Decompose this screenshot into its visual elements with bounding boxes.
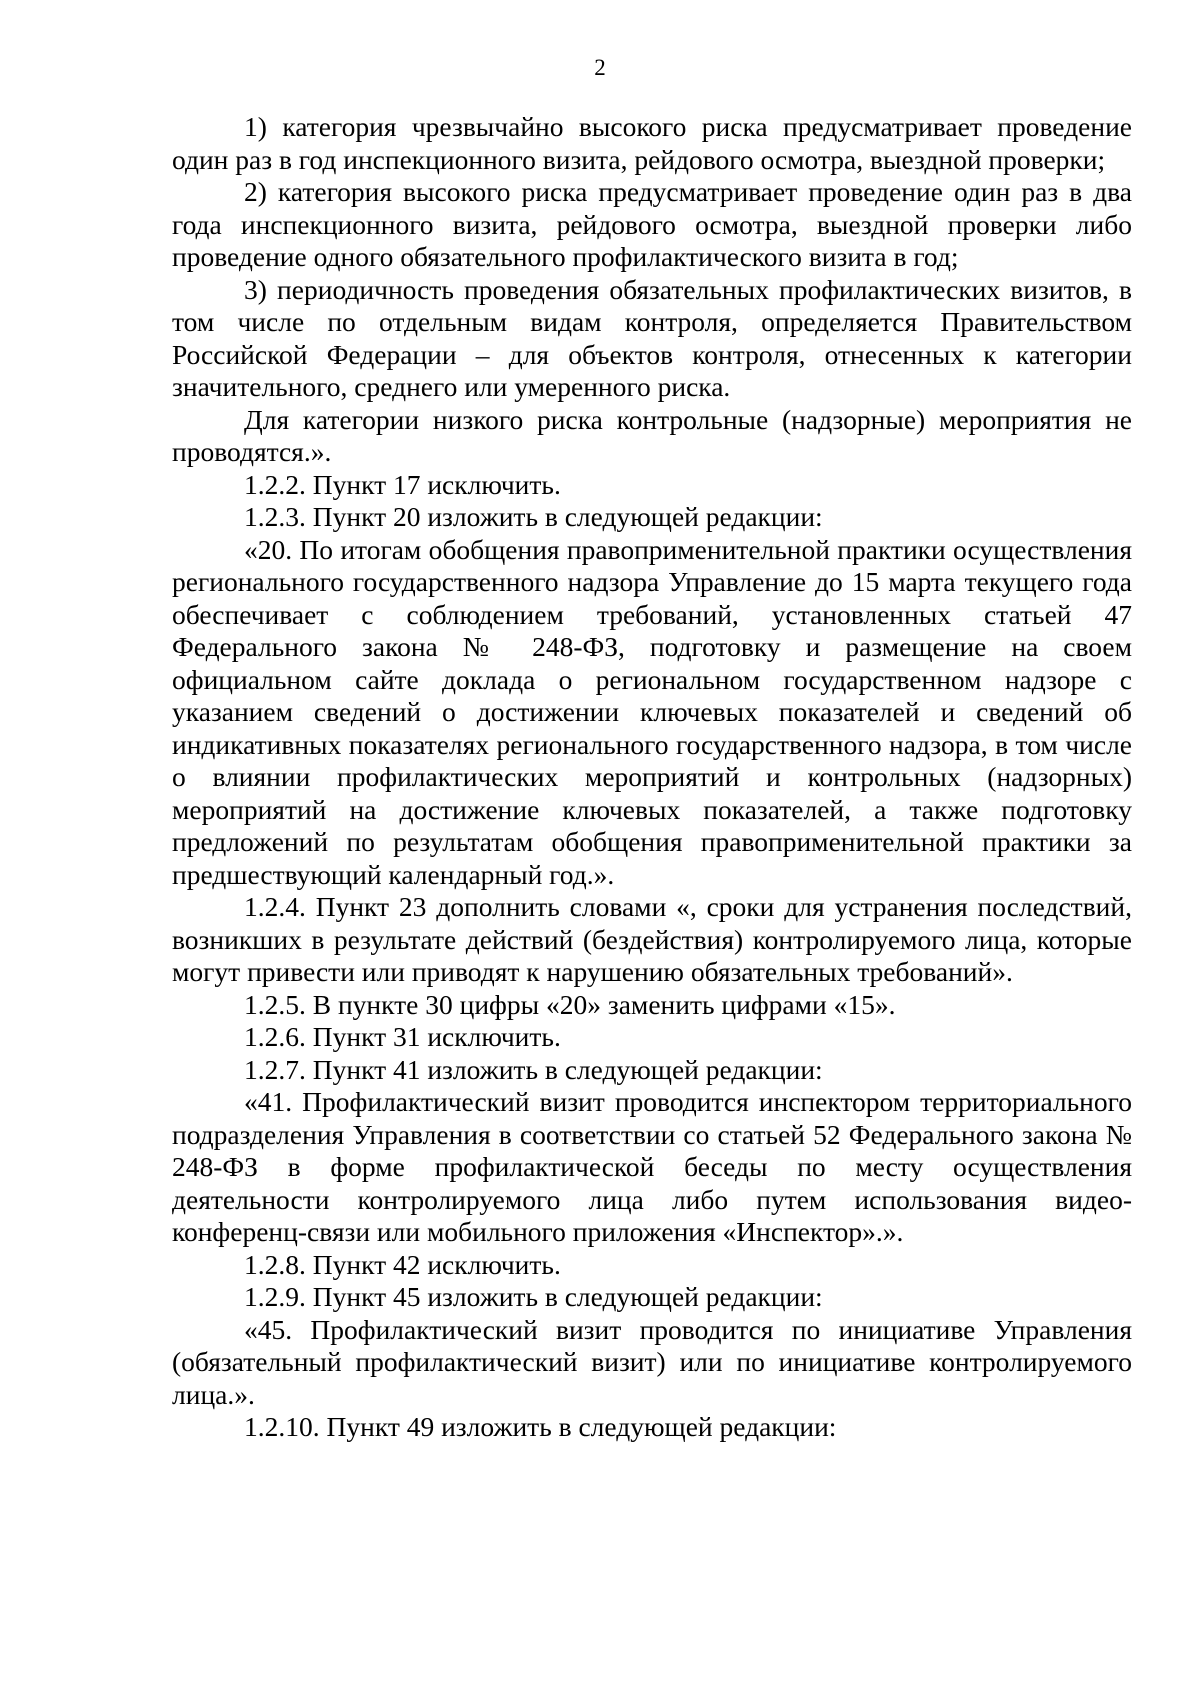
paragraph-item-41: «41. Профилактический визит проводится инспектором территориального подразделения Управления в соответствии со статьей 52 Федерального закона № 248-ФЗ в форме профилактической беседы по месту осуществления деятельности контролируемого лица либо путем использования видео-конференц-связи или мобильного приложения «Инспектор».».: [172, 1086, 1132, 1247]
paragraph-low-risk: Для категории низкого риска контрольные (надзорные) мероприятия не проводятся.».: [172, 403, 1132, 467]
paragraph-1-2-9: 1.2.9. Пункт 45 изложить в следующей редакции:: [244, 1281, 823, 1312]
paragraph-risk-category-3: 3) периодичность проведения обязательных профилактических визитов, в том числе по отдельным видам контроля, определяется Правительством Российской Федерации – для объектов контроля, отнесенных к категории значительного, среднего или умеренного риска.: [172, 273, 1132, 402]
paragraph-1-2-7: 1.2.7. Пункт 41 изложить в следующей редакции:: [244, 1053, 823, 1085]
document-body: [172, 111, 1132, 1444]
paragraph-item-45: «45. Профилактический визит проводится по инициативе Управления (обязательный профилактический визит) или по инициативе контролируемого лица.».: [172, 1313, 1132, 1410]
paragraph-risk-category-2: 2) категория высокого риска предусматривает проведение один раз в два года инспекционного визита, рейдового осмотра, выездной проверки либо проведение одного обязательного профилактического визита в год;: [172, 176, 1132, 272]
paragraph-1-2-4: 1.2.4. Пункт 23 дополнить словами «, сроки для устранения последствий, возникших в результате действий (бездействия) контролируемого лица, которые могут привести или приводят к нарушению обязательных требований».: [172, 891, 1132, 987]
paragraph-risk-category-1: 1) категория чрезвычайно высокого риска предусматривает проведение один раз в год инспекционного визита, рейдового осмотра, выездной проверки;: [172, 111, 1132, 175]
paragraph-1-2-3: 1.2.3. Пункт 20 изложить в следующей редакции:: [244, 501, 823, 532]
page-number: 2: [594, 55, 606, 80]
paragraph-1-2-5: 1.2.5. В пункте 30 цифры «20» заменить цифрами «15».: [244, 988, 896, 1020]
paragraph-1-2-10: 1.2.10. Пункт 49 изложить в следующей редакции:: [244, 1411, 837, 1442]
paragraph-1-2-6: 1.2.6. Пункт 31 исключить.: [244, 1021, 561, 1052]
paragraph-item-20: «20. По итогам обобщения правоприменительной практики осуществления регионального государственного надзора Управление до 15 марта текущего года обеспечивает с соблюдением требований, установленных статьей 47 Федерального закона № 248-ФЗ, подготовку и размещение на своем официальном сайте доклада о региональном государственном надзоре с указанием сведений о достижении ключевых показателей и сведений об индикативных показателях регионального государственного надзора, в том числе о влиянии профилактических мероприятий и контрольных (надзорных) мероприятий на достижение ключевых показателей, а также подготовку предложений по результатам обобщения правоприменительной практики за предшествующий календарный год.».: [172, 533, 1132, 890]
paragraph-1-2-8: 1.2.8. Пункт 42 исключить.: [244, 1248, 561, 1280]
paragraph-1-2-2: 1.2.2. Пункт 17 исключить.: [244, 468, 561, 500]
